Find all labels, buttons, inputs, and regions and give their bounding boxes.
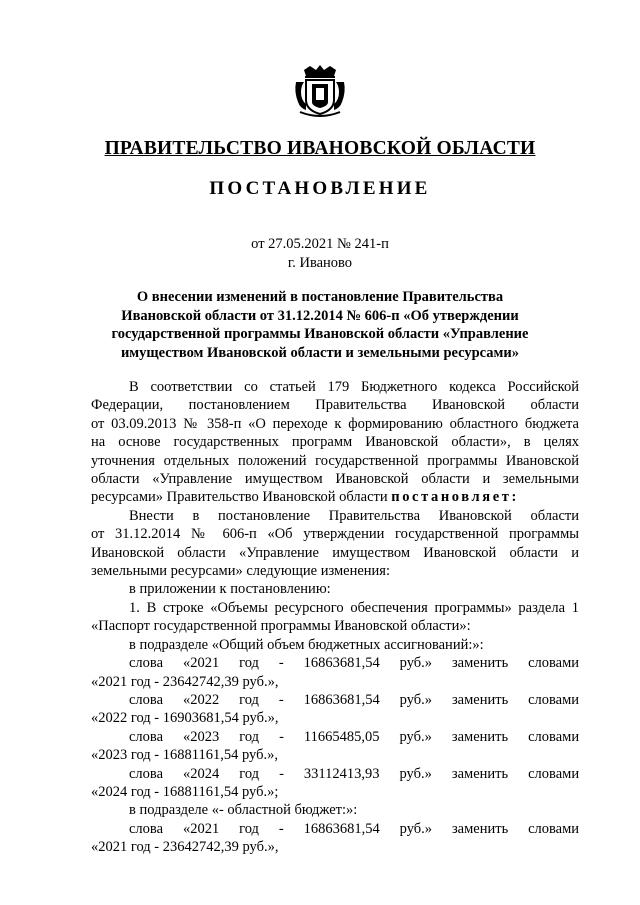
word: - (279, 728, 284, 745)
subject-heading (0, 288, 640, 362)
body-line: «2024 год - 16881161,54 руб.»; (91, 783, 279, 800)
word: заменить (451, 691, 509, 708)
coat-of-arms-icon (292, 62, 348, 118)
city: г. Иваново (287, 255, 353, 271)
body-line: уточнения отдельных положений государственной программы Ивановской (91, 452, 579, 469)
decree-word: постановляет: (391, 489, 519, 506)
body-line: Ивановской области «Управление имуществом Ивановской области и (91, 544, 579, 561)
body-line: 1. В строке «Объемы ресурсного обеспечения программы» раздела 1 (129, 599, 579, 616)
word: руб.» (399, 765, 432, 782)
replacement-line (91, 765, 579, 783)
subject-line: Ивановской области от 31.12.2014 № 606-п «Об утверждении (121, 307, 519, 324)
word: слова (129, 728, 164, 745)
body-line: «Паспорт государственной программы Ивановской области»: (91, 618, 471, 635)
replacement-line (91, 728, 579, 746)
word: год (239, 655, 259, 672)
word: «2024 (183, 765, 220, 782)
body-line: земельными ресурсами» следующие изменения: (91, 563, 391, 580)
replacement-line (91, 820, 579, 838)
body-text: ресурсами» Правительство Ивановской области (91, 489, 388, 506)
body-line: в приложении к постановлению: (129, 581, 331, 598)
word: год (239, 691, 259, 708)
body-line: «2022 год - 16903681,54 руб.», (91, 710, 279, 727)
word: заменить (451, 728, 509, 745)
word: - (279, 765, 284, 782)
word: слова (129, 691, 164, 708)
body-line: области «Управление имуществом Ивановской области и земельными (91, 471, 579, 488)
date-number: от 27.05.2021 № 241-п (251, 236, 389, 252)
word: 33112413,93 (303, 765, 380, 782)
word: «2021 (182, 655, 220, 672)
word: руб.» (399, 728, 432, 745)
word: словами (528, 655, 580, 672)
government-title: ПРАВИТЕЛЬСТВО ИВАНОВСКОЙ ОБЛАСТИ (104, 138, 536, 159)
word: слова (129, 765, 164, 782)
word: заменить (451, 655, 509, 672)
word: год (239, 765, 260, 782)
body-line: в подразделе «Общий объем бюджетных ассигнований:»: (129, 636, 484, 653)
word: руб.» (399, 820, 433, 837)
word: 11665485,05 (303, 728, 380, 745)
word: слова (129, 655, 164, 672)
word: «2022 (182, 691, 220, 708)
word: словами (528, 820, 580, 837)
replacement-line (91, 654, 579, 672)
document-type: ПОСТАНОВЛЕНИЕ (209, 178, 431, 199)
replacement-line (91, 691, 579, 709)
word: - (278, 655, 284, 672)
word: год (239, 820, 259, 837)
subject-line: имуществом Ивановской области и земельными ресурсами» (120, 344, 520, 361)
word: слова (129, 820, 164, 837)
body-line: «2021 год - 23642742,39 руб.», (91, 673, 279, 690)
body-line (91, 488, 579, 506)
subject-line: О внесении изменений в постановление Правительства (136, 289, 504, 305)
body-line: Внести в постановление Правительства Ивановской области (129, 507, 579, 524)
word: руб.» (399, 655, 433, 672)
document-body (91, 378, 579, 857)
word: 16863681,54 (303, 655, 380, 672)
body-line: Федерации, постановлением Правительства Ивановской области (91, 397, 579, 414)
word: словами (528, 691, 580, 708)
word: заменить (451, 820, 509, 837)
word: - (278, 820, 284, 837)
word: заменить (451, 765, 509, 782)
word: словами (528, 728, 580, 745)
body-line: В соответствии со статьей 179 Бюджетного кодекса Российской (129, 379, 579, 395)
body-line: в подразделе «- областной бюджет:»: (129, 802, 358, 819)
word: «2023 (183, 728, 220, 745)
subject-line: государственной программы Ивановской области «Управление (111, 326, 529, 343)
body-line: «2023 год - 16881161,54 руб.», (91, 747, 278, 764)
word: - (278, 691, 284, 708)
word: год (239, 728, 260, 745)
body-line: от 31.12.2014 № 606-п «Об утверждении государственной программы (91, 526, 579, 543)
word: «2021 (182, 820, 220, 837)
body-line: на основе государственных программ Ивановской области», в целях (91, 434, 579, 451)
word: руб.» (399, 691, 433, 708)
word: 16863681,54 (303, 691, 380, 708)
word: словами (528, 765, 580, 782)
body-line: от 03.09.2013 № 358-п «О переходе к формированию областного бюджета (91, 415, 579, 432)
body-line: «2021 год - 23642742,39 руб.», (91, 839, 279, 856)
word: 16863681,54 (303, 820, 380, 837)
